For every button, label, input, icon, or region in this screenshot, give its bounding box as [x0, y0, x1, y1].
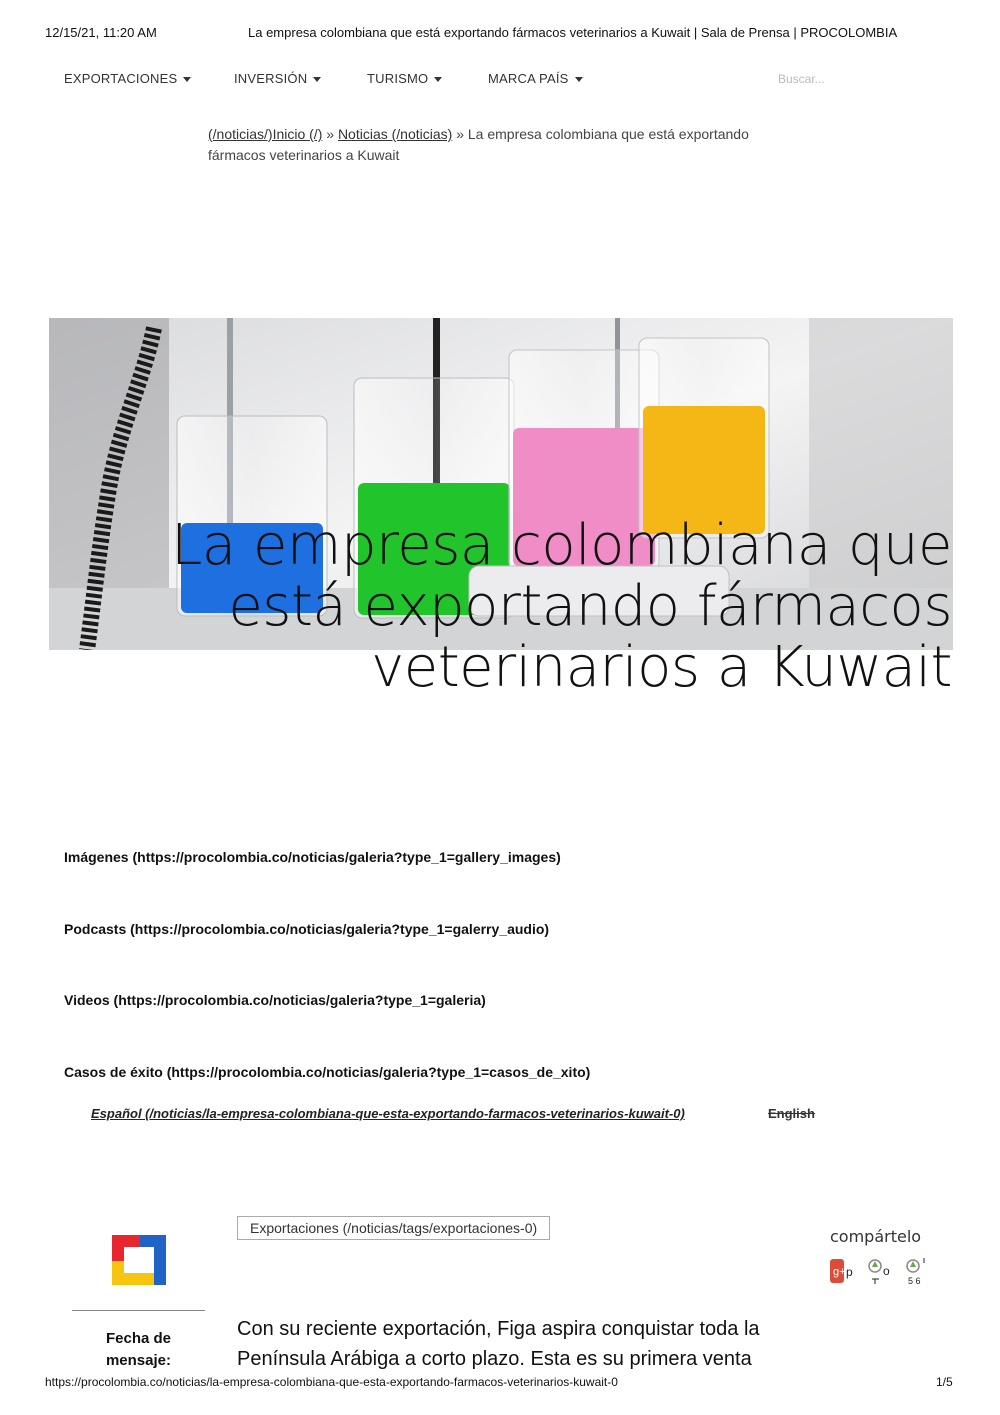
google-plus-icon[interactable]: [830, 1257, 854, 1285]
breadcrumb-separator: »: [456, 126, 464, 142]
share-label: compártelo: [830, 1227, 922, 1246]
breadcrumb-home-link[interactable]: (/noticias/)Inicio (/): [208, 126, 323, 142]
nav-label: TURISMO: [367, 71, 429, 86]
gallery-link-success-cases[interactable]: Casos de éxito (https://procolombia.co/noticias/galeria?type_1=casos_de_xito): [64, 1064, 591, 1080]
nav-label: MARCA PAÍS: [488, 71, 569, 86]
breadcrumb-current: La empresa colombiana que está exportando fármacos veterinarios a Kuwait: [208, 126, 749, 163]
print-footer-url: https://procolombia.co/noticias/la-empresa-colombiana-que-esta-exportando-farmacos-veterinarios-kuwait-0: [45, 1375, 618, 1389]
svg-text:5 6: 5 6: [908, 1276, 921, 1285]
svg-text:g+: g+: [833, 1266, 846, 1278]
breadcrumb: [208, 124, 768, 166]
article-title: La empresa colombiana que está exportando fármacos veterinarios a Kuwait: [171, 513, 952, 700]
fecha-label: Fecha de mensaje:: [105, 1330, 172, 1369]
meta-divider: [72, 1310, 205, 1311]
gallery-link-videos[interactable]: Videos (https://procolombia.co/noticias/galeria?type_1=galeria): [64, 992, 486, 1008]
nav-exportaciones[interactable]: [64, 71, 191, 86]
print-datetime: 12/15/21, 11:20 AM: [45, 25, 157, 40]
svg-text:o: o: [883, 1264, 890, 1278]
nav-marca-pais[interactable]: [488, 71, 583, 86]
twitter-icon[interactable]: [866, 1257, 890, 1285]
caret-down-icon: [313, 77, 321, 82]
caret-down-icon: [434, 77, 442, 82]
nav-inversion[interactable]: [234, 71, 321, 86]
print-page-number: 1/5: [936, 1375, 953, 1389]
tag-exportaciones[interactable]: Exportaciones (/noticias/tags/exportaciones-0): [237, 1216, 550, 1240]
gallery-link-podcasts[interactable]: Podcasts (https://procolombia.co/noticias/galeria?type_1=galerry_audio): [64, 921, 550, 937]
language-link-spanish[interactable]: Español (/noticias/la-empresa-colombiana-que-esta-exportando-farmacos-veterinarios-kuwait-0): [91, 1106, 685, 1121]
language-link-english[interactable]: English: [768, 1106, 815, 1121]
gallery-link-images[interactable]: Imágenes (https://procolombia.co/noticias/galeria?type_1=gallery_images): [64, 849, 561, 865]
breadcrumb-news-link[interactable]: Noticias (/noticias): [337, 126, 453, 142]
svg-text:p: p: [846, 1265, 853, 1279]
nav-turismo[interactable]: [367, 71, 442, 86]
breadcrumb-separator: »: [326, 126, 335, 142]
search-input[interactable]: [778, 72, 958, 86]
print-page-title: La empresa colombiana que está exportando fármacos veterinarios a Kuwait | Sala de Prensa | PROCOLOMBIA: [248, 25, 898, 40]
caret-down-icon: [575, 77, 583, 82]
caret-down-icon: [183, 77, 191, 82]
nav-label: INVERSIÓN: [234, 71, 308, 86]
linkedin-icon[interactable]: [904, 1257, 928, 1285]
procolombia-logo: [108, 1229, 170, 1291]
nav-label: EXPORTACIONES: [64, 71, 178, 86]
article-lead: Con su reciente exportación, Figa aspira conquistar toda la Península Arábiga a corto plazo. Esta es su primera venta: [237, 1318, 760, 1370]
